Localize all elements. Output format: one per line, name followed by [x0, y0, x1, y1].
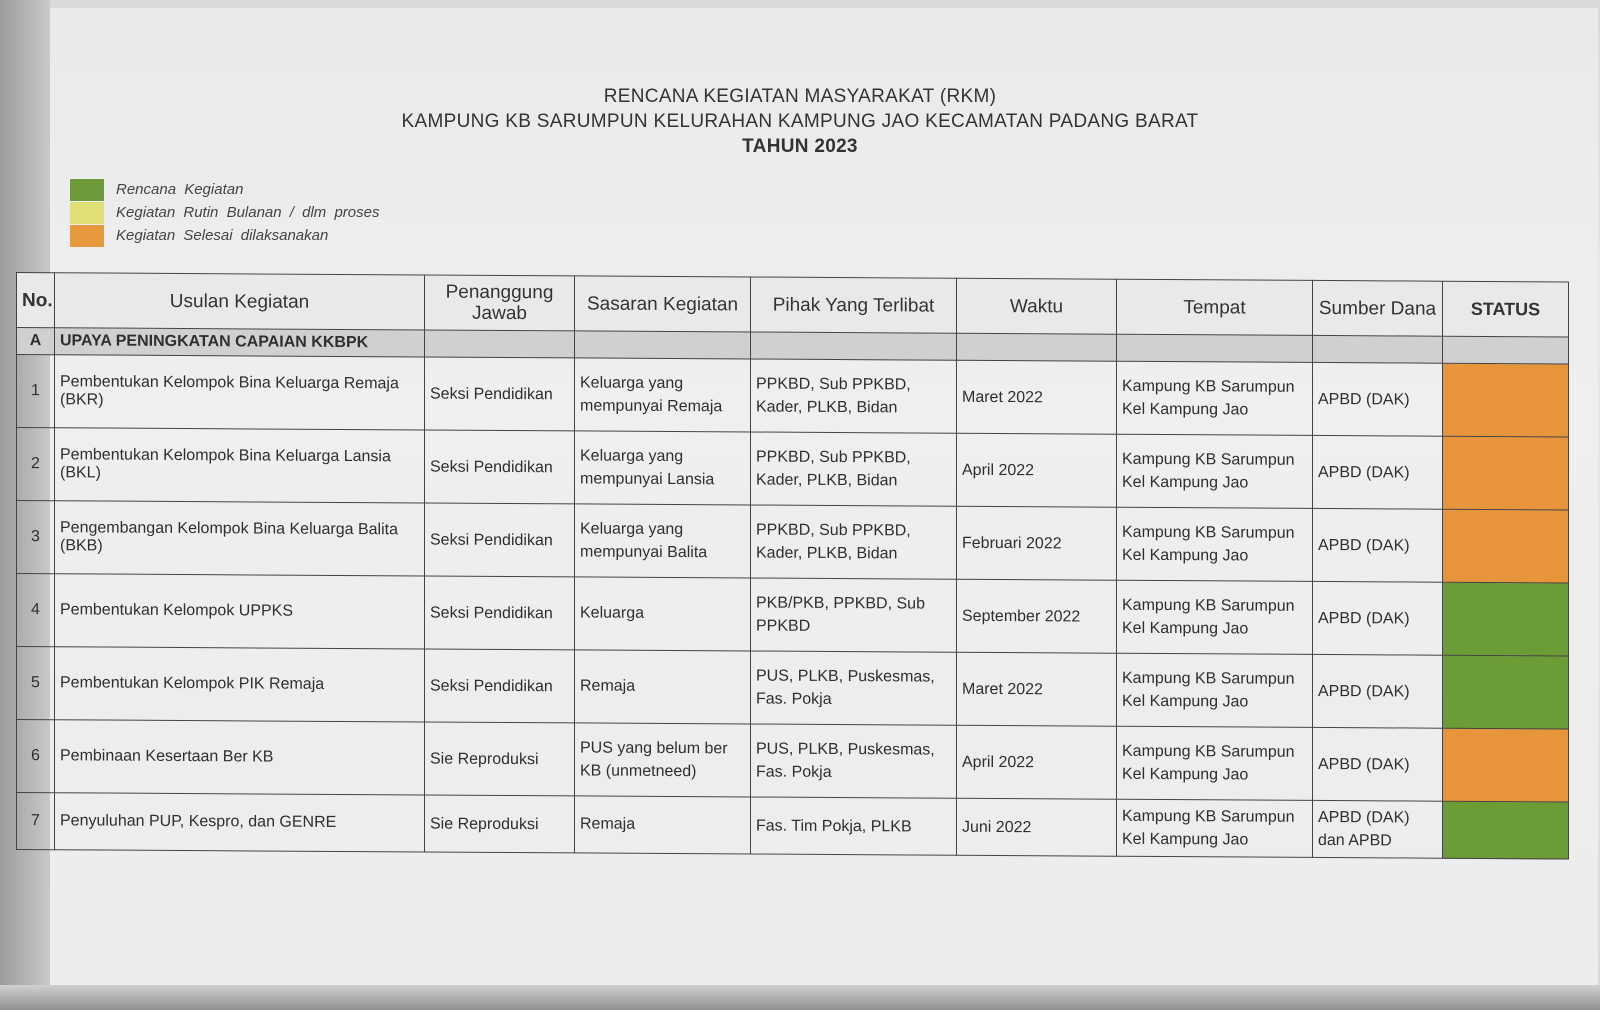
document-title-block — [0, 84, 1600, 159]
cell-tempat: Kampung KB Sarumpun Kel Kampung Jao — [1117, 580, 1313, 654]
cell-pihak: PUS, PLKB, Puskesmas, Fas. Pokja — [751, 651, 957, 725]
cell-waktu: September 2022 — [957, 579, 1117, 653]
section-title: UPAYA PENINGKATAN CAPAIAN KKBPK — [55, 328, 425, 357]
cell-penanggung: Sie Reproduksi — [425, 722, 575, 796]
header-pihak: Pihak Yang Terlibat — [751, 277, 957, 333]
cell-status — [1443, 363, 1569, 437]
cell-sumber: APBD (DAK) — [1313, 435, 1443, 509]
cell-usulan: Pembentukan Kelompok PIK Remaja — [55, 647, 425, 722]
section-empty — [1313, 335, 1443, 363]
cell-pihak: PPKBD, Sub PPKBD, Kader, PLKB, Bidan — [751, 505, 957, 579]
section-empty — [957, 333, 1117, 361]
cell-penanggung: Sie Reproduksi — [425, 795, 575, 853]
cell-status — [1443, 728, 1569, 802]
cell-penanggung: Seksi Pendidikan — [425, 503, 575, 577]
title-line-2: KAMPUNG KB SARUMPUN KELURAHAN KAMPUNG JAO KECAMATAN PADANG BARAT — [401, 111, 1199, 132]
cell-waktu: Februari 2022 — [957, 506, 1117, 580]
cell-pihak: PPKBD, Sub PPKBD, Kader, PLKB, Bidan — [751, 432, 957, 506]
cell-tempat: Kampung KB Sarumpun Kel Kampung Jao — [1117, 653, 1313, 727]
table-row — [17, 428, 1569, 510]
table-row — [17, 501, 1569, 583]
cell-tempat: Kampung KB Sarumpun Kel Kampung Jao — [1117, 434, 1313, 508]
cell-sumber: APBD (DAK) dan APBD — [1313, 800, 1443, 858]
section-empty — [1443, 336, 1569, 364]
cell-pihak: PKB/PKB, PPKBD, Sub PPKBD — [751, 578, 957, 652]
legend-label: Rencana Kegiatan — [116, 181, 244, 198]
legend-item — [70, 201, 379, 224]
table-header-row — [17, 273, 1569, 337]
header-waktu: Waktu — [957, 278, 1117, 334]
cell-usulan: Pengembangan Kelompok Bina Keluarga Balita (BKB) — [55, 501, 425, 576]
cell-sasaran: Keluarga — [575, 577, 751, 651]
cell-penanggung: Seksi Pendidikan — [425, 430, 575, 504]
cell-sasaran: Keluarga yang mempunyai Balita — [575, 504, 751, 578]
cell-pihak: PPKBD, Sub PPKBD, Kader, PLKB, Bidan — [751, 359, 957, 433]
cell-usulan: Pembentukan Kelompok Bina Keluarga Remaja (BKR) — [55, 355, 425, 430]
cell-waktu: April 2022 — [957, 725, 1117, 799]
status-legend — [70, 178, 379, 247]
header-status: STATUS — [1443, 281, 1569, 337]
cell-penanggung: Seksi Pendidikan — [425, 357, 575, 431]
cell-status — [1443, 436, 1569, 510]
section-empty — [751, 332, 957, 360]
cell-sumber: APBD (DAK) — [1313, 654, 1443, 728]
cell-no: 2 — [17, 428, 55, 501]
legend-swatch-yellow — [70, 202, 104, 224]
header-no: No. — [17, 273, 55, 328]
table-row — [17, 720, 1569, 802]
cell-tempat: Kampung KB Sarumpun Kel Kampung Jao — [1117, 507, 1313, 581]
cell-no: 4 — [17, 574, 55, 647]
legend-label: Kegiatan Rutin Bulanan / dlm proses — [116, 204, 380, 221]
cell-no: 7 — [17, 793, 55, 850]
section-empty — [1117, 334, 1313, 362]
section-empty — [425, 330, 575, 358]
cell-pihak: Fas. Tim Pokja, PLKB — [751, 797, 957, 855]
cell-penanggung: Seksi Pendidikan — [425, 576, 575, 650]
cell-status — [1443, 655, 1569, 729]
cell-penanggung: Seksi Pendidikan — [425, 649, 575, 723]
section-code: A — [17, 328, 55, 355]
cell-no: 5 — [17, 647, 55, 720]
header-sumber: Sumber Dana — [1313, 280, 1443, 336]
cell-status — [1443, 582, 1569, 656]
monitor-bezel — [0, 985, 1600, 1010]
cell-sumber: APBD (DAK) — [1313, 581, 1443, 655]
legend-swatch-green — [70, 179, 104, 201]
cell-waktu: Maret 2022 — [957, 652, 1117, 726]
table-row — [17, 647, 1569, 729]
cell-sasaran: Keluarga yang mempunyai Lansia — [575, 431, 751, 505]
cell-sasaran: Keluarga yang mempunyai Remaja — [575, 358, 751, 432]
cell-no: 1 — [17, 355, 55, 428]
cell-waktu: April 2022 — [957, 433, 1117, 507]
legend-swatch-orange — [70, 225, 104, 247]
rkm-table — [16, 272, 1569, 859]
section-empty — [575, 331, 751, 359]
cell-sumber: APBD (DAK) — [1313, 362, 1443, 436]
table-row — [17, 793, 1569, 859]
legend-item — [70, 224, 379, 247]
cell-no: 3 — [17, 501, 55, 574]
header-penanggung: Penanggung Jawab — [425, 275, 575, 331]
cell-waktu: Maret 2022 — [957, 360, 1117, 434]
header-tempat: Tempat — [1117, 279, 1313, 335]
header-sasaran: Sasaran Kegiatan — [575, 276, 751, 332]
cell-sasaran: Remaja — [575, 796, 751, 854]
cell-sasaran: Remaja — [575, 650, 751, 724]
cell-status — [1443, 509, 1569, 583]
legend-item — [70, 178, 379, 201]
legend-label: Kegiatan Selesai dilaksanakan — [116, 227, 329, 244]
cell-status — [1443, 801, 1569, 859]
title-line-3: TAHUN 2023 — [742, 136, 858, 157]
cell-sumber: APBD (DAK) — [1313, 508, 1443, 582]
cell-usulan: Penyuluhan PUP, Kespro, dan GENRE — [55, 793, 425, 852]
cell-tempat: Kampung KB Sarumpun Kel Kampung Jao — [1117, 361, 1313, 435]
cell-tempat: Kampung KB Sarumpun Kel Kampung Jao — [1117, 726, 1313, 800]
cell-usulan: Pembinaan Kesertaan Ber KB — [55, 720, 425, 795]
title-line-1: RENCANA KEGIATAN MASYARAKAT (RKM) — [603, 86, 997, 107]
cell-no: 6 — [17, 720, 55, 793]
cell-tempat: Kampung KB Sarumpun Kel Kampung Jao — [1117, 799, 1313, 857]
cell-usulan: Pembentukan Kelompok UPPKS — [55, 574, 425, 649]
cell-sumber: APBD (DAK) — [1313, 727, 1443, 801]
header-usulan: Usulan Kegiatan — [55, 273, 425, 330]
cell-usulan: Pembentukan Kelompok Bina Keluarga Lansia (BKL) — [55, 428, 425, 503]
cell-pihak: PUS, PLKB, Puskesmas, Fas. Pokja — [751, 724, 957, 798]
cell-waktu: Juni 2022 — [957, 798, 1117, 856]
table-row — [17, 574, 1569, 656]
table-row — [17, 355, 1569, 437]
cell-sasaran: PUS yang belum ber KB (unmetneed) — [575, 723, 751, 797]
